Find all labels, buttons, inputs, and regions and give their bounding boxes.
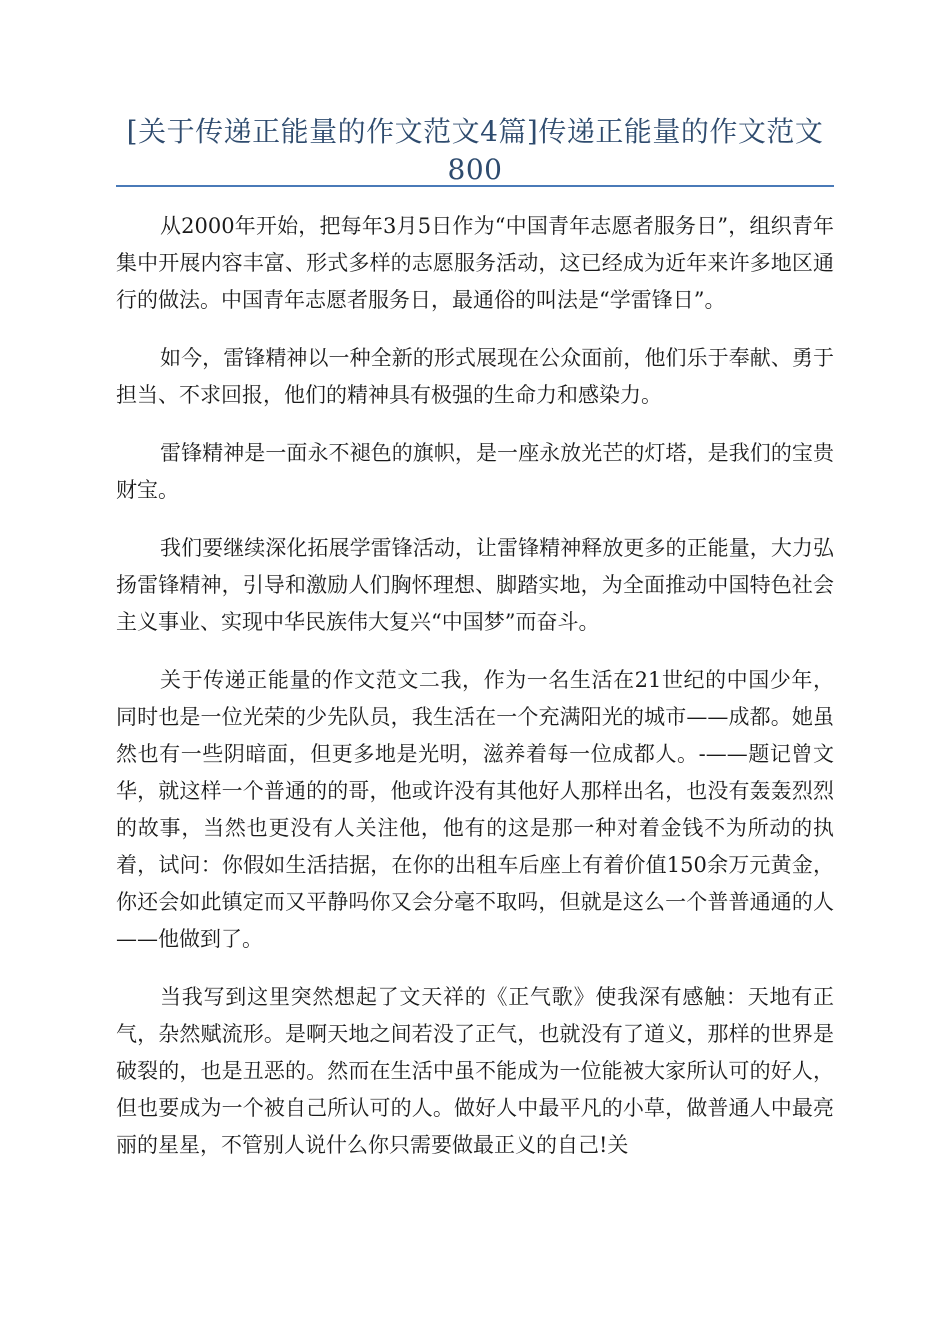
paragraph-6: 当我写到这里突然想起了文天祥的《正气歌》使我深有感触：天地有正气，杂然赋流形。是啊天地之间若没了正气，也就没有了道义，那样的世界是破裂的，也是丑恶的。然而在生活中虽不能成为一位能被大家所认可的好人，但也要成为一个被自己所认可的人。做好人中最平凡的小草，做普通人中最亮丽的星星，不管别人说什么你只需要做最正义的自己!关 — [116, 985, 834, 1157]
title-underline — [116, 185, 834, 187]
paragraph-5: 关于传递正能量的作文范文二我，作为一名生活在21世纪的中国少年，同时也是一位光荣的少先队员，我生活在一个充满阳光的城市——成都。她虽然也有一些阴暗面，但更多地是光明，滋养着每一位成都人。-——题记曾文华，就这样一个普通的的哥，他或许没有其他好人那样出名，也没有轰轰烈烈的故事，当然也更没有人关注他，他有的这是那一种对着金钱不为所动的执着，试问：你假如生活拮据，在你的出租车后座上有着价值150余万元黄金，你还会如此镇定而又平静吗你又会分毫不取吗，但就是这么一个普普通通的人——他做到了。 — [116, 668, 834, 951]
paragraph-3: 雷锋精神是一面永不褪色的旗帜，是一座永放光芒的灯塔，是我们的宝贵财宝。 — [116, 441, 834, 502]
document-title: [关于传递正能量的作文范文4篇]传递正能量的作文范文800 — [126, 115, 824, 186]
paragraph-2: 如今，雷锋精神以一种全新的形式展现在公众面前，他们乐于奉献、勇于担当、不求回报，他们的精神具有极强的生命力和感染力。 — [116, 346, 834, 407]
paragraph-1: 从2000年开始，把每年3月5日作为“中国青年志愿者服务日”，组织青年集中开展内容丰富、形式多样的志愿服务活动，这已经成为近年来许多地区通行的做法。中国青年志愿者服务日，最通俗的叫法是“学雷锋日”。 — [116, 214, 834, 312]
document-body — [116, 208, 834, 1185]
paragraph-4: 我们要继续深化拓展学雷锋活动，让雷锋精神释放更多的正能量，大力弘扬雷锋精神，引导和激励人们胸怀理想、脚踏实地，为全面推动中国特色社会主义事业、实现中华民族伟大复兴“中国梦”而奋斗。 — [116, 536, 834, 634]
